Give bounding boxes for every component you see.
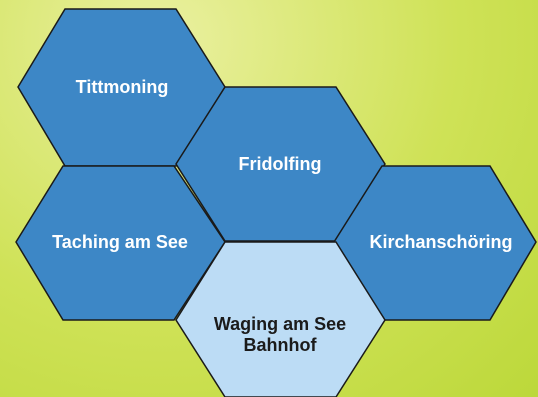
label-taching: Taching am See [52, 232, 188, 252]
label-waging: Waging am See Bahnhof [213, 314, 347, 355]
label-kirchanschoering: Kirchanschöring [369, 232, 513, 252]
label-fridolfing: Fridolfing [238, 154, 322, 174]
label-tittmoning: Tittmoning [75, 77, 169, 97]
